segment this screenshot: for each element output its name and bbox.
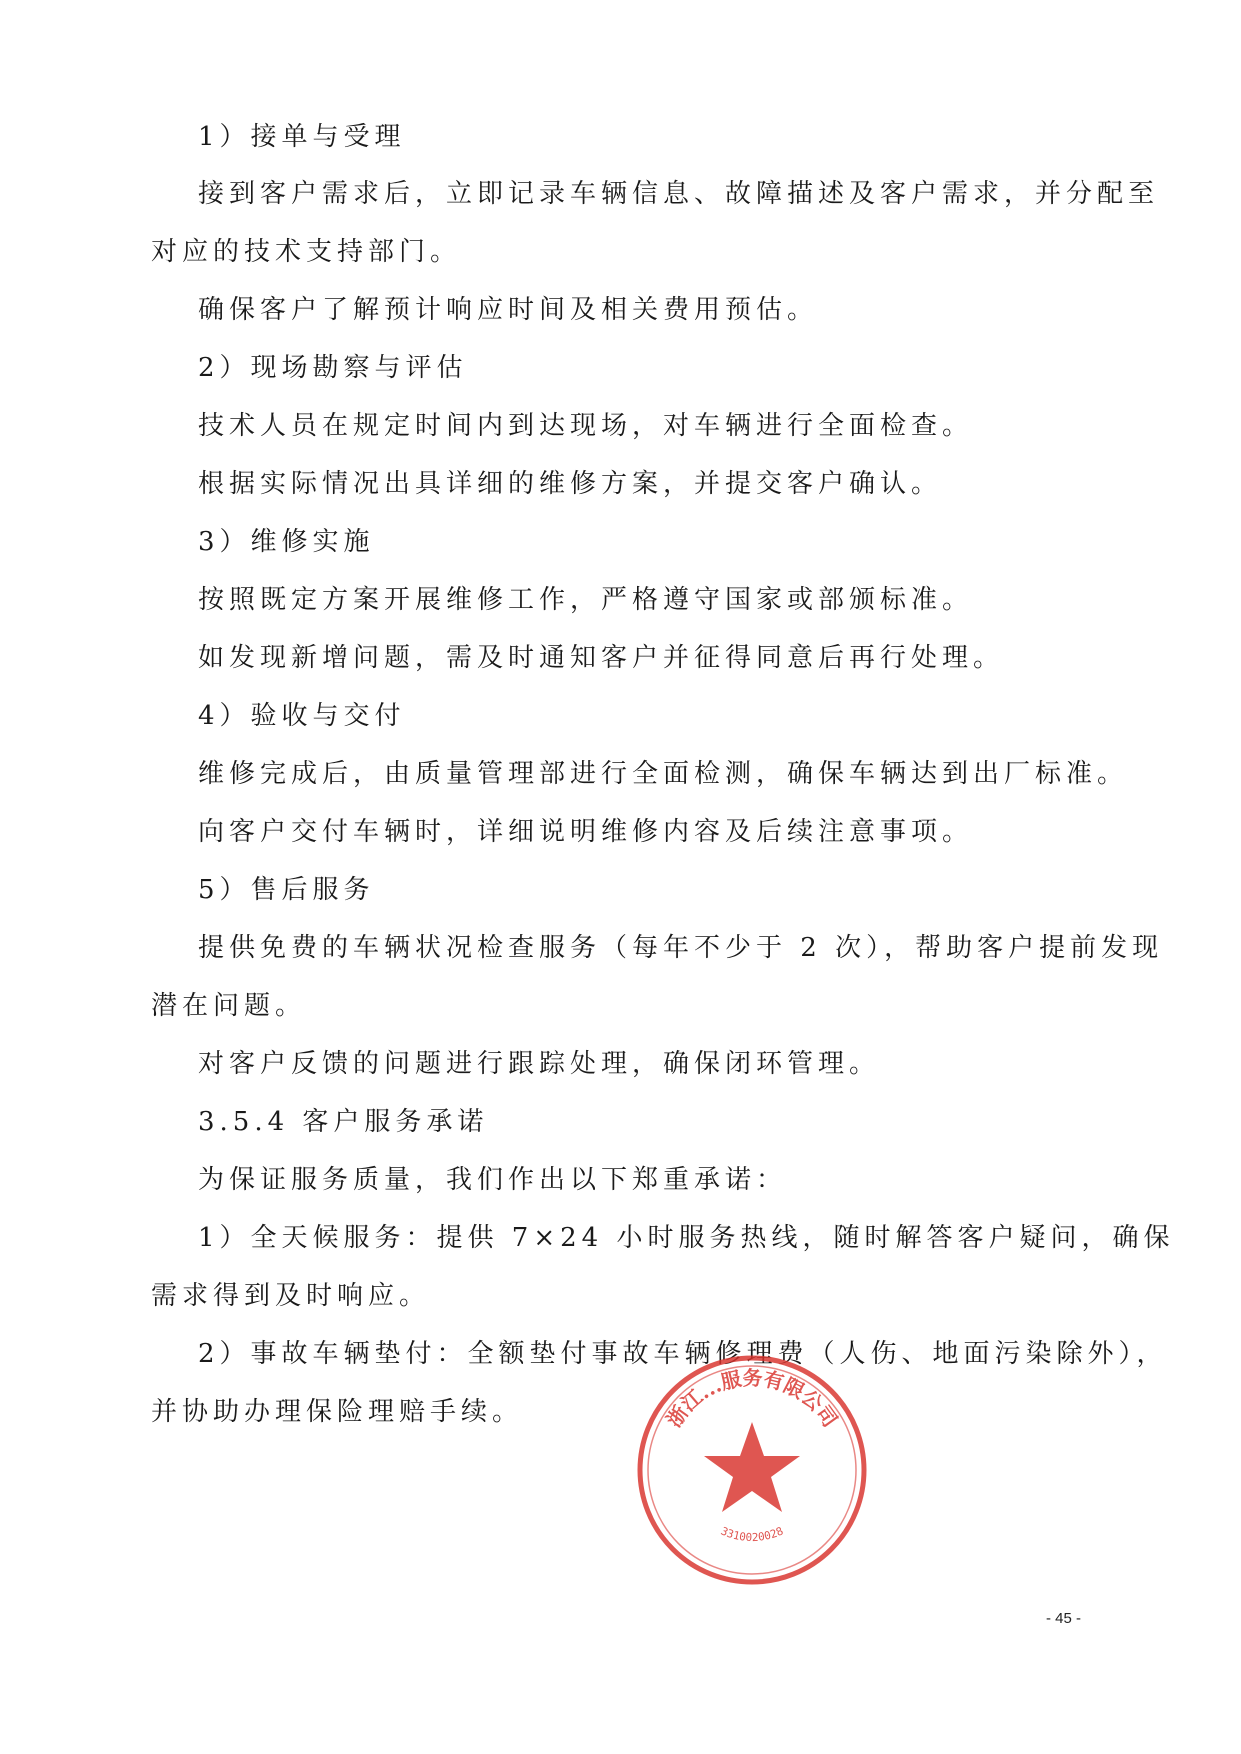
paragraph-line: 向客户交付车辆时，详细说明维修内容及后续注意事项。 <box>198 817 974 847</box>
paragraph-line: 并协助办理保险理赔手续。 <box>151 1397 524 1427</box>
paragraph-line: 根据实际情况出具详细的维修方案，并提交客户确认。 <box>198 469 943 499</box>
paragraph-line: 接到客户需求后，立即记录车辆信息、故障描述及客户需求，并分配至 <box>198 179 1160 209</box>
seal-text: 浙江...服务有限公司 <box>661 1365 843 1432</box>
heading-step-1: 1）接单与受理 <box>198 122 406 152</box>
svg-text:浙江...服务有限公司 <box>662 1366 843 1432</box>
company-seal-stamp <box>632 1350 872 1590</box>
paragraph-line: 需求得到及时响应。 <box>151 1281 431 1311</box>
commitment-item-2: 2）事故车辆垫付：全额垫付事故车辆修理费（人伤、地面污染除外）， <box>198 1339 1168 1369</box>
page-number: - 45 - <box>1046 1610 1082 1627</box>
paragraph-line: 对客户反馈的问题进行跟踪处理，确保闭环管理。 <box>198 1049 881 1079</box>
heading-step-4: 4）验收与交付 <box>198 701 406 731</box>
star-icon <box>704 1422 800 1512</box>
commitment-item-1: 1）全天候服务：提供 7×24 小时服务热线，随时解答客户疑问，确保 <box>198 1223 1175 1253</box>
paragraph-line: 技术人员在规定时间内到达现场，对车辆进行全面检查。 <box>198 411 974 441</box>
paragraph-line: 提供免费的车辆状况检查服务（每年不少于 2 次），帮助客户提前发现 <box>198 933 1164 963</box>
heading-step-3: 3）维修实施 <box>198 527 375 557</box>
heading-step-5: 5）售后服务 <box>198 875 375 905</box>
paragraph-line: 维修完成后，由质量管理部进行全面检测，确保车辆达到出厂标准。 <box>198 759 1129 789</box>
paragraph-line: 对应的技术支持部门。 <box>151 237 462 267</box>
paragraph-line: 按照既定方案开展维修工作，严格遵守国家或部颁标准。 <box>198 585 974 615</box>
paragraph-line: 潜在问题。 <box>151 991 307 1021</box>
section-heading: 3.5.4 客户服务承诺 <box>198 1107 489 1137</box>
paragraph-line: 为保证服务质量，我们作出以下郑重承诺： <box>198 1165 788 1195</box>
heading-step-2: 2）现场勘察与评估 <box>198 353 468 383</box>
svg-text:3310020028 <box>719 1524 785 1544</box>
seal-code: 3310020028 <box>718 1524 786 1545</box>
paragraph-line: 如发现新增问题，需及时通知客户并征得同意后再行处理。 <box>198 643 1005 673</box>
paragraph-line: 确保客户了解预计响应时间及相关费用预估。 <box>198 295 819 325</box>
